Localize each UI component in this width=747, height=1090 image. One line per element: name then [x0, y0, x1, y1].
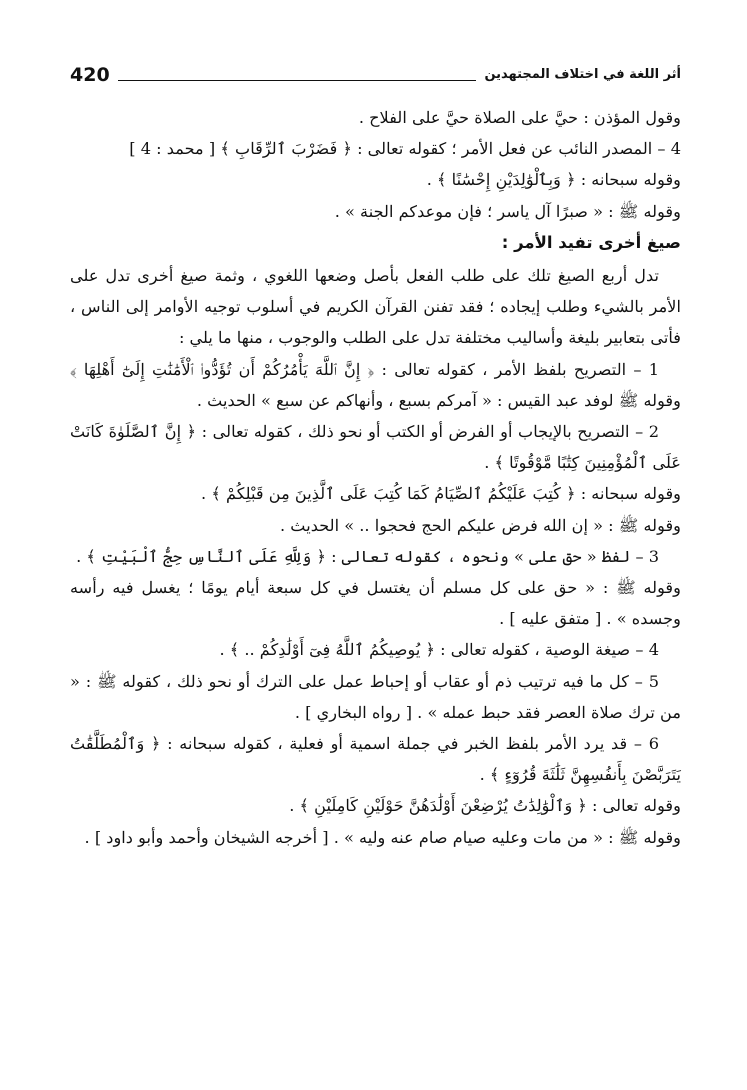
- paragraph: وقوله تعالى : ﴿ وَٱلْوَٰلِدَٰتُ يُرْضِعْنَ أَوْلَٰدَهُنَّ حَوْلَيْنِ كَامِلَيْنِ ﴾ .: [289, 796, 681, 816]
- page-body: [70, 102, 681, 853]
- paragraph: تدل أربع الصيغ تلك على طلب الفعل بأصل وضعها اللغوي ، وثمة صيغ أخرى تدل على الأمر بالشيء وطلب إيجاده ؛ فقد تفنن القرآن الكريم في أسلوب توجيه الأوامر إلى الناس ، فأتى بتعابير بليغة وأساليب مختلفة تدل على الطلب والوجوب ، منها ما يلي :: [70, 266, 681, 348]
- paragraph: وقوله سبحانه : ﴿ وَبِٱلْوَٰلِدَيْنِ إِحْسَٰنًا ﴾ .: [426, 170, 681, 190]
- page-number: 420: [70, 64, 110, 86]
- paragraph: 4 – المصدر النائب عن فعل الأمر ؛ كقوله تعالى : ﴿ فَضَرْبَ ٱلرِّقَابِ ﴾ [ محمد : 4 ]: [129, 139, 681, 159]
- paragraph: وقوله ﷺ : « حق على كل مسلم أن يغتسل في كل سبعة أيام يومًا ؛ يغسل فيه رأسه وجسده » . [ متفق عليه ] .: [70, 578, 681, 629]
- paragraph: 2 – التصريح بالإيجاب أو الفرض أو الكتب أو نحو ذلك ، كقوله تعالى : ﴿ إِنَّ ٱلصَّلَوٰةَ كَانَتْ عَلَى ٱلْمُؤْمِنِينَ كِتَٰبًا مَّوْقُوتًا ﴾ .: [70, 422, 681, 473]
- paragraph: 3 – لفظ « حق على » ونحوه ، كقوله تعالى : ﴿ وَلِلَّهِ عَلَى ٱلنَّاسِ حِجُّ ٱلْبَيْتِ ﴾ .: [76, 546, 659, 566]
- section-heading: صيغ أخرى تفيد الأمر :: [501, 232, 681, 252]
- paragraph: وقول المؤذن : حيَّ على الصلاة حيَّ على الفلاح .: [358, 108, 681, 127]
- paragraph: وقوله سبحانه : ﴿ كُتِبَ عَلَيْكُمُ ٱلصِّيَامُ كَمَا كُتِبَ عَلَى ٱلَّذِينَ مِن قَبْلِكُمْ ﴾ .: [201, 484, 681, 504]
- header-rule: [118, 80, 477, 81]
- paragraph: 6 – قد يرد الأمر بلفظ الخبر في جملة اسمية أو فعلية ، كقوله سبحانه : ﴿ وَٱلْمُطَلَّقَٰتُ يَتَرَبَّصْنَ بِأَنفُسِهِنَّ ثَلَٰثَةَ قُرُوٓءٍ ﴾ .: [70, 734, 681, 785]
- paragraph: 4 – صيغة الوصية ، كقوله تعالى : ﴿ يُوصِيكُمُ ٱللَّهُ فِىٓ أَوْلَٰدِكُمْ .. ﴾ .: [219, 640, 659, 660]
- page-header: [70, 60, 681, 86]
- paragraph: وقوله ﷺ : « إن الله فرض عليكم الحج فحجوا .. » الحديث .: [280, 515, 681, 535]
- paragraph: وقوله ﷺ : « من مات وعليه صيام صام عنه وليه » . [ أخرجه الشيخان وأحمد وأبو داود ] .: [84, 827, 681, 847]
- paragraph: 1 – التصريح بلفظ الأمر ، كقوله تعالى : ﴿ إِنَّ ٱللَّهَ يَأْمُرُكُمْ أَن تُؤَدُّوا۟ ٱلْأَمَٰنَٰتِ إِلَىٰٓ أَهْلِهَا ﴾ وقوله ﷺ لوفد عبد القيس : « آمركم بسبع ، وأنهاكم عن سبع » الحديث .: [70, 359, 681, 410]
- paragraph: 5 – كل ما فيه ترتيب ذم أو عقاب أو إحباط عمل على الترك أو نحو ذلك ، كقوله ﷺ : « من ترك صلاة العصر فقد حبط عمله » . [ رواه البخاري ] .: [70, 671, 681, 722]
- paragraph: وقوله ﷺ : « صبرًا آل ياسر ؛ فإن موعدكم الجنة » .: [334, 201, 681, 221]
- running-title: أثر اللغة في اختلاف المجتهدين: [484, 67, 681, 82]
